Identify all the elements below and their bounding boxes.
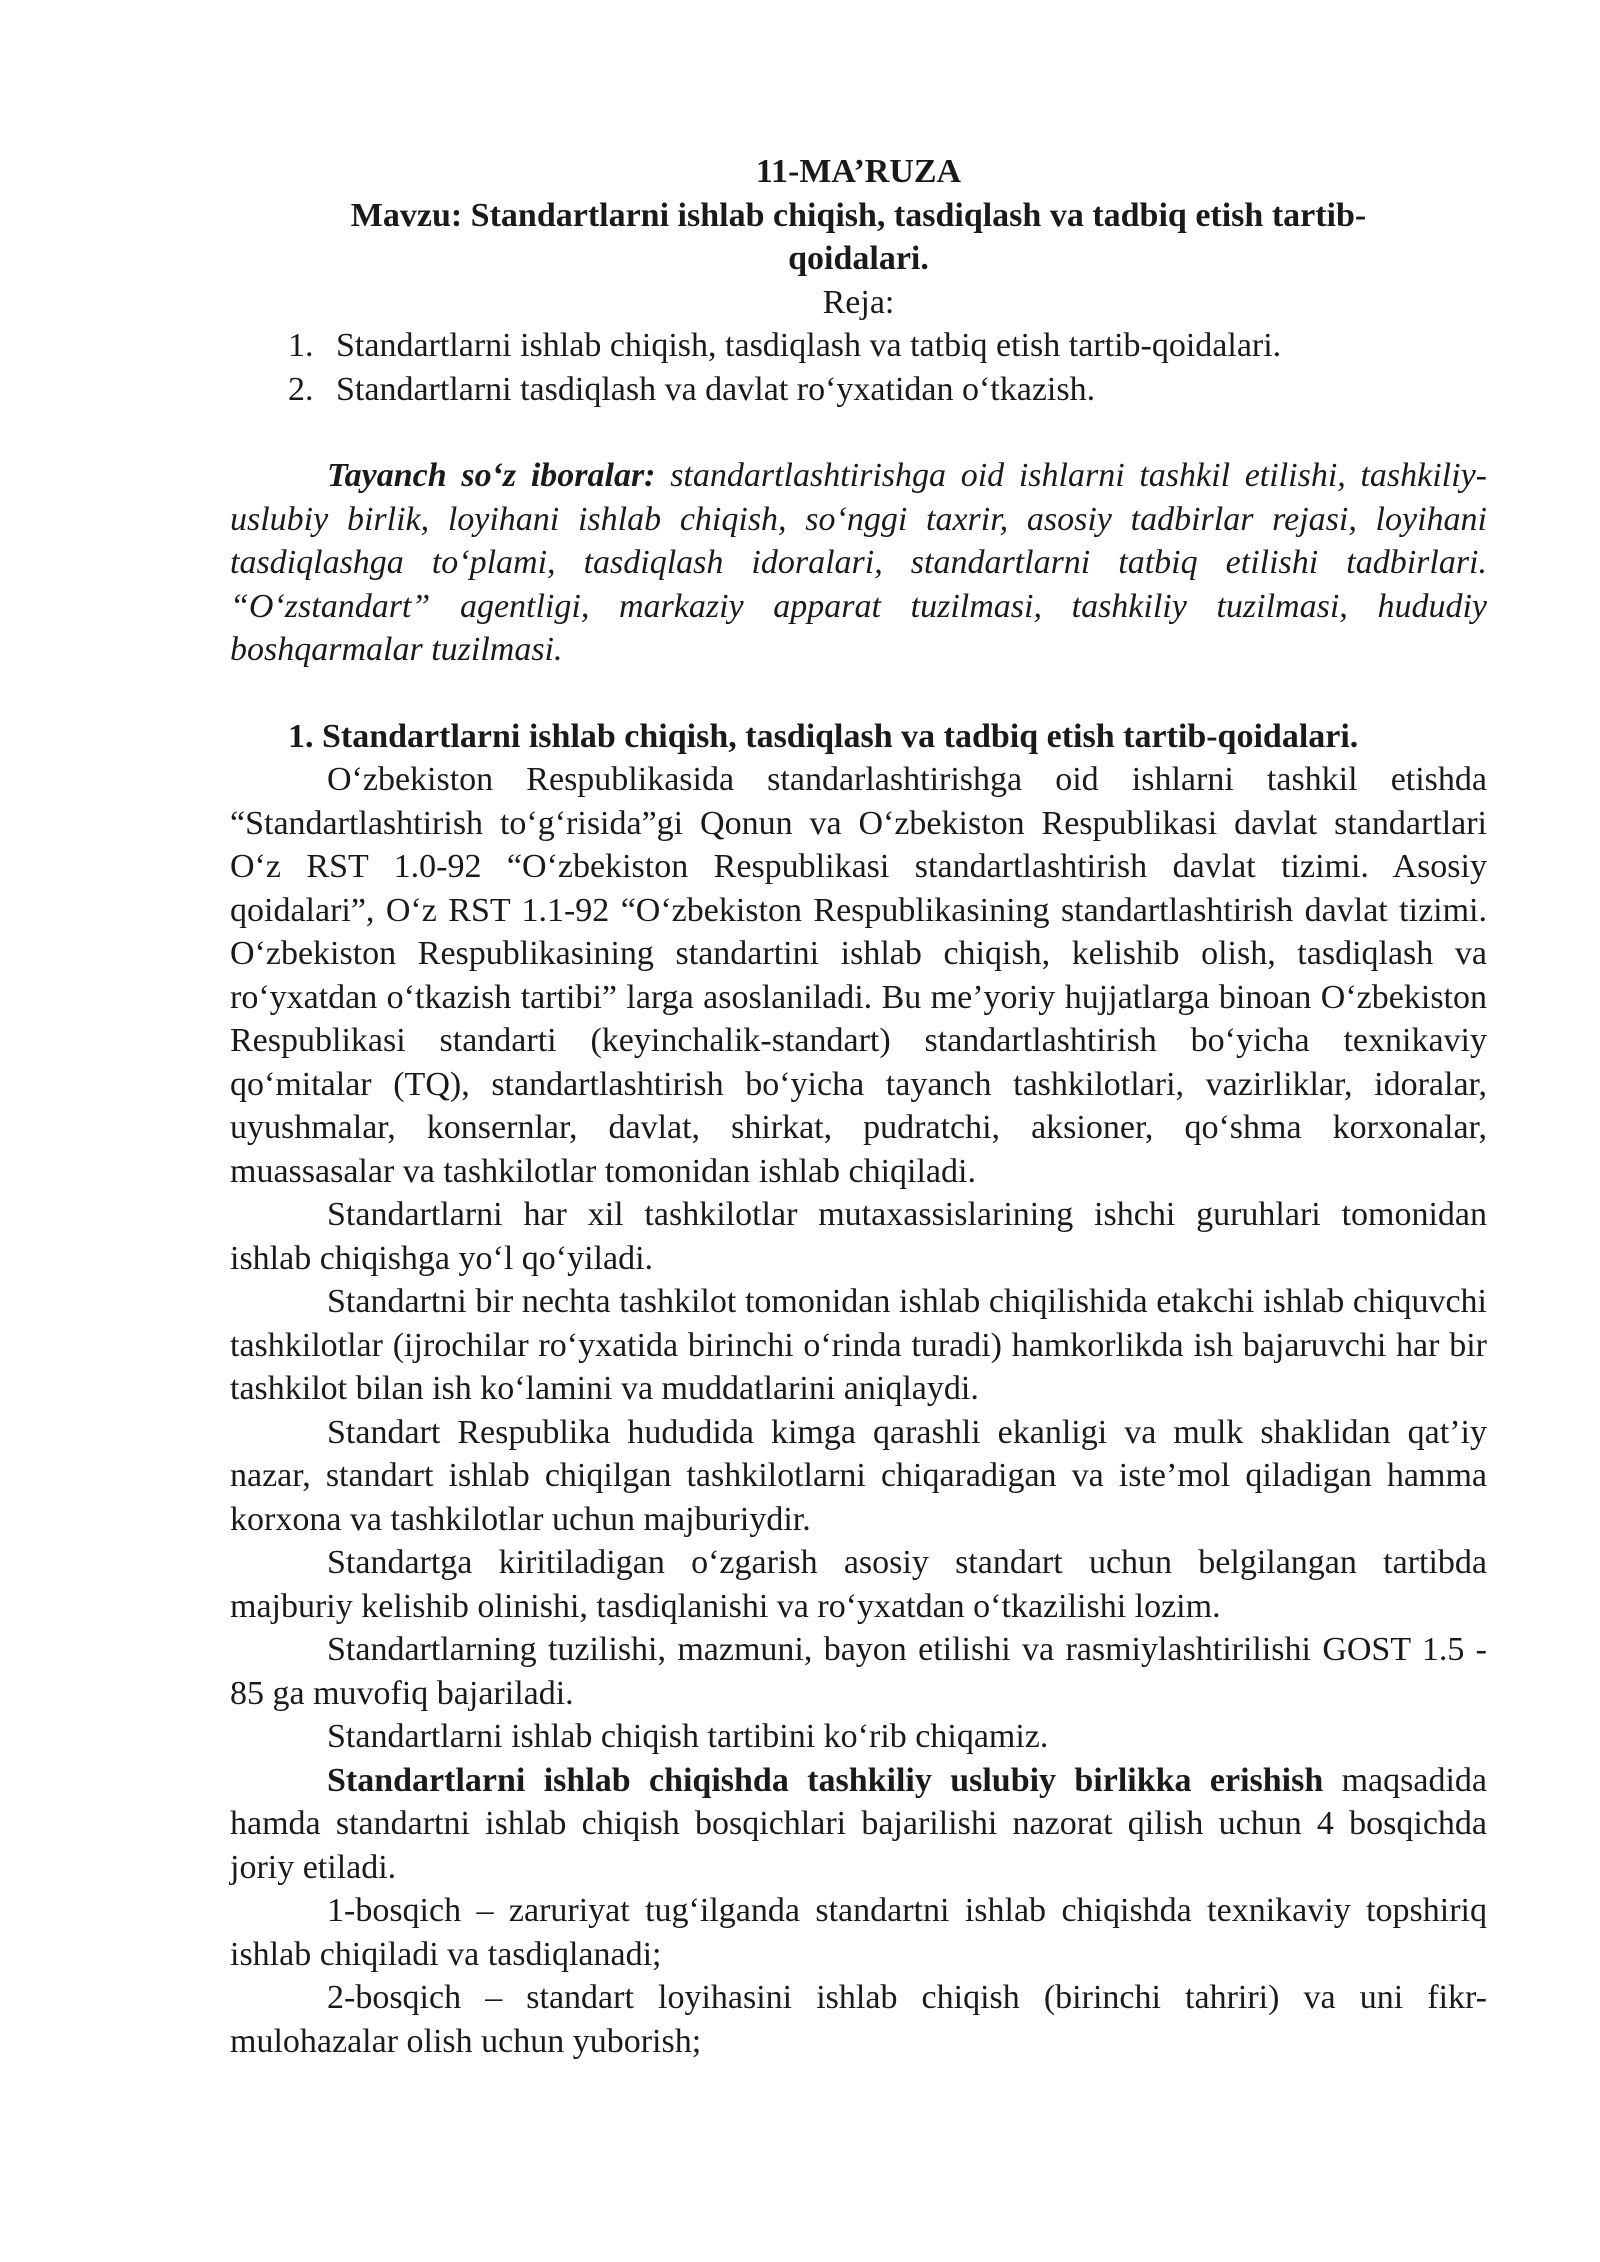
body-paragraph: Standartlarni ishlab chiqish tartibini ko‘rib chiqamiz.: [327, 1718, 1049, 1755]
section-heading: 1. Standartlarni ishlab chiqish, tasdiqlash va tadbiq etish tartib-qoidalari.: [288, 717, 1359, 755]
topic-title-line2: qoidalari.: [788, 240, 929, 277]
body-paragraph: O‘zbekiston Respublikasida standarlashtirishga oid ishlarni tashkil etishda “Standartlashtirish to‘g‘risida”gi Qonun va O‘zbekiston Respublikasi davlat standartlari O‘z RST 1.0-92 “O‘zbekiston Respublikasi standartlashtirish davlat tizimi. Asosiy qoidalari”, O‘z RST 1.1-92 “O‘zbekiston Respublikasining standartlashtirish davlat tizimi. O‘zbekiston Respublikasining standartini ishlab chiqish, kelishib olish, tasdiqlash va ro‘yxatdan o‘tkazish tartibi” larga asoslaniladi. Bu me’yoriy hujjatlarga binoan O‘zbekiston Respublikasi standarti (keyinchalik-standart) standartlashtirish bo‘yicha texnikaviy qo‘mitalar (TQ), standartlashtirish bo‘yicha tayanch tashkilotlari, vazirliklar, idoralar, uyushmalar, konsernlar, davlat, shirkat, pudratchi, aksioner, qo‘shma korxonalar, muassasalar va tashkilotlar tomonidan ishlab chiqiladi.: [230, 761, 1487, 1190]
stages-lead-rest: maqsadida hamda standartni ishlab chiqish bosqichlari bajarilishi nazorat qilish uchun 4 bosqichda joriy etiladi.: [230, 1761, 1487, 1886]
plan-item: [230, 368, 1487, 412]
plan-item: [230, 324, 1487, 368]
document-page: [230, 150, 1487, 2063]
body-paragraph: Standartni bir nechta tashkilot tomonidan ishlab chiqilishida etakchi ishlab chiquvchi tashkilotlar (ijrochilar ro‘yxatida birinchi o‘rinda turadi) hamkorlikda ish bajaruvchi har bir tashkilot bilan ish ko‘lamini va muddatlarini aniqlaydi.: [230, 1283, 1487, 1407]
lecture-number: 11-MA’RUZA: [755, 153, 962, 190]
plan-label: Reja:: [822, 283, 895, 321]
keywords-text: standartlashtirishga oid ishlarni tashkil etilishi, tashkiliy-uslubiy birlik, loyihani ishlab chiqish, so‘nggi taxrir, asosiy tadbirlar rejasi, loyihani tasdiqlashga to‘plami, tasdiqlash idoralari, standartlarni tatbiq etilishi tadbirlari. “O‘zstandart” agentligi, markaziy apparat tuzilmasi, tashkiliy tuzilmasi, hududiy boshqarmalar tuzilmasi.: [230, 457, 1487, 668]
plan-item-number: 1.: [288, 327, 314, 364]
stages-lead-bold: Standartlarni ishlab chiqishda tashkiliy uslubiy birlikka erishish: [327, 1761, 1324, 1799]
stage-1-paragraph: 1-bosqich – zaruriyat tug‘ilganda standartni ishlab chiqishda texnikaviy topshiriq ishlab chiqiladi va tasdiqlanadi;: [230, 1892, 1487, 1973]
topic-title: [230, 194, 1487, 281]
stage-2-paragraph: 2-bosqich – standart loyihasini ishlab chiqish (birinchi tahriri) va uni fikr-mulohazalar olish uchun yuborish;: [230, 1979, 1487, 2060]
stages-paragraph: [230, 1759, 1487, 1890]
keywords-label: Tayanch so‘z iboralar:: [327, 457, 656, 494]
body-paragraph: Standart Respublika hududida kimga qarashli ekanligi va mulk shaklidan qat’iy nazar, standart ishlab chiqilgan tashkilotlarni chiqaradigan va iste’mol qiladigan hamma korxona va tashkilotlar uchun majburiydir.: [230, 1413, 1487, 1538]
body-paragraph: Standartlarni har xil tashkilotlar mutaxassislarining ishchi guruhlari tomonidan ishlab chiqishga yo‘l qo‘yiladi.: [230, 1196, 1487, 1277]
plan-list: [230, 324, 1487, 411]
plan-item-text: Standartlarni ishlab chiqish, tasdiqlash va tatbiq etish tartib-qoidalari.: [336, 327, 1282, 364]
keywords-paragraph: [230, 454, 1487, 672]
plan-item-number: 2.: [288, 370, 314, 408]
body-paragraph: Standartlarning tuzilishi, mazmuni, bayon etilishi va rasmiylashtirilishi GOST 1.5 - 85 ga muvofiq bajariladi.: [230, 1631, 1487, 1712]
plan-item-text: Standartlarni tasdiqlash va davlat ro‘yxatidan o‘tkazish.: [336, 370, 1096, 408]
topic-title-line1: Mavzu: Standartlarni ishlab chiqish, tasdiqlash va tadbiq etish tartib-: [350, 196, 1367, 234]
body-paragraph: Standartga kiritiladigan o‘zgarish asosiy standart uchun belgilangan tartibda majburiy kelishib olinishi, tasdiqlanishi va ro‘yxatdan o‘tkazilishi lozim.: [230, 1544, 1487, 1625]
